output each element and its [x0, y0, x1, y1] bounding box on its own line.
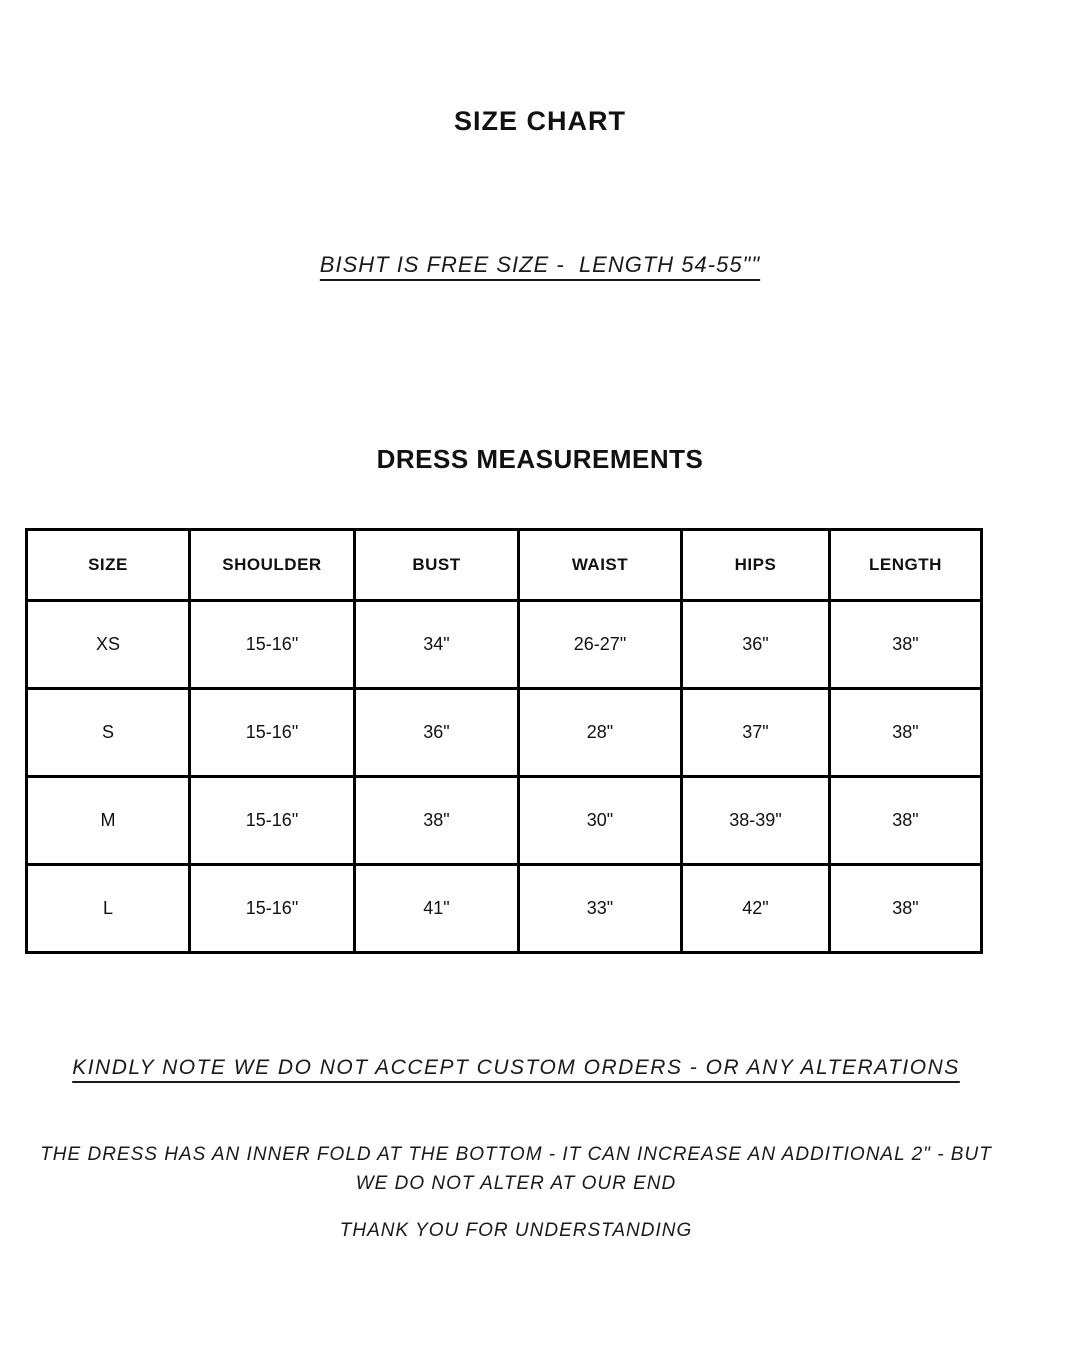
table-row [27, 601, 982, 689]
page-title: SIZE CHART [454, 106, 626, 136]
cell-waist: 28" [519, 689, 682, 777]
column-header-bust: BUST [355, 530, 519, 601]
cell-hips: 36" [682, 601, 830, 689]
cell-hips: 38-39" [682, 777, 830, 865]
table-row [27, 865, 982, 953]
measurements-table [25, 528, 983, 954]
table-header-row [27, 530, 982, 601]
column-header-hips: HIPS [682, 530, 830, 601]
cell-hips: 42" [682, 865, 830, 953]
thank-you-note: THANK YOU FOR UNDERSTANDING [339, 1220, 693, 1241]
cell-waist: 33" [519, 865, 682, 953]
column-header-waist: WAIST [519, 530, 682, 601]
cell-waist: 30" [519, 777, 682, 865]
table-heading: DRESS MEASUREMENTS [376, 444, 704, 474]
cell-shoulder: 15-16" [190, 689, 355, 777]
cell-bust: 34" [355, 601, 519, 689]
free-size-note: BISHT IS FREE SIZE - LENGTH 54-55"" [319, 252, 761, 277]
cell-bust: 36" [355, 689, 519, 777]
table-row [27, 689, 982, 777]
cell-shoulder: 15-16" [190, 601, 355, 689]
cell-length: 38" [830, 777, 982, 865]
cell-shoulder: 15-16" [190, 777, 355, 865]
cell-size: M [27, 777, 190, 865]
cell-size: XS [27, 601, 190, 689]
cell-size: L [27, 865, 190, 953]
column-header-size: SIZE [27, 530, 190, 601]
table-row [27, 777, 982, 865]
inner-fold-note: THE DRESS HAS AN INNER FOLD AT THE BOTTOM - IT CAN INCREASE AN ADDITIONAL 2" - BUT WE DO NOT ALTER AT OUR END [40, 1144, 992, 1194]
column-header-shoulder: SHOULDER [190, 530, 355, 601]
cell-length: 38" [830, 865, 982, 953]
cell-length: 38" [830, 601, 982, 689]
cell-shoulder: 15-16" [190, 865, 355, 953]
cell-hips: 37" [682, 689, 830, 777]
custom-orders-note: KINDLY NOTE WE DO NOT ACCEPT CUSTOM ORDERS - OR ANY ALTERATIONS [72, 1056, 960, 1079]
cell-bust: 38" [355, 777, 519, 865]
cell-size: S [27, 689, 190, 777]
column-header-length: LENGTH [830, 530, 982, 601]
cell-bust: 41" [355, 865, 519, 953]
cell-length: 38" [830, 689, 982, 777]
cell-waist: 26-27" [519, 601, 682, 689]
